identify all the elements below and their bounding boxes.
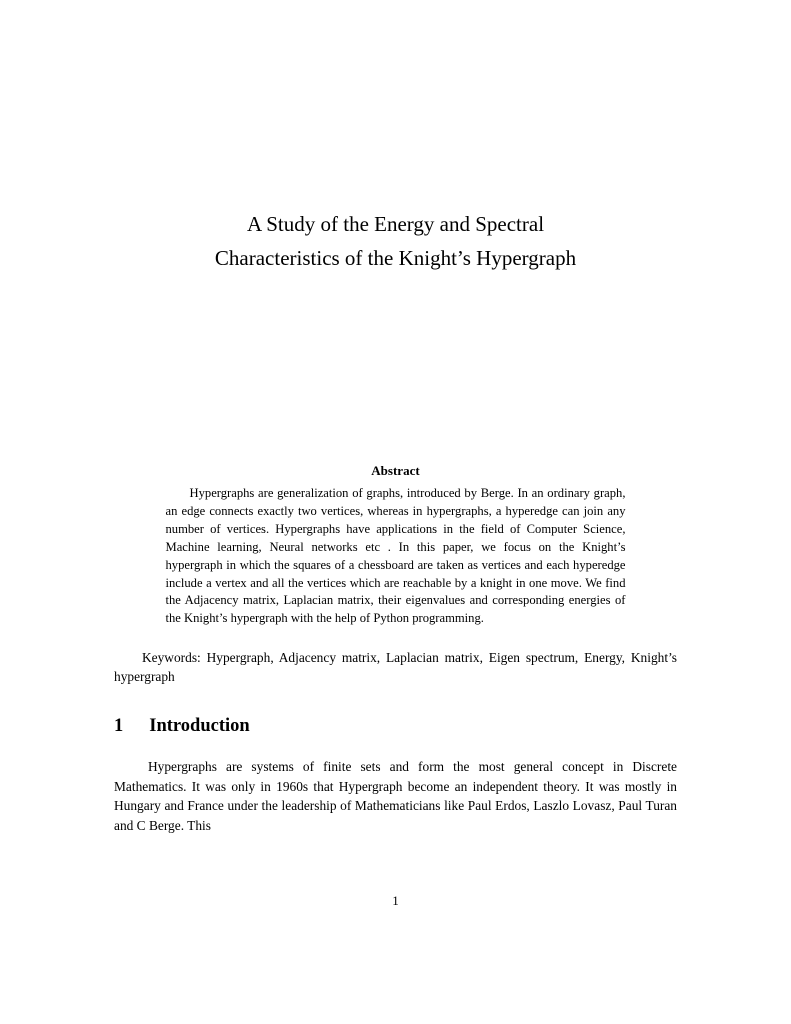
introduction-paragraph: Hypergraphs are systems of finite sets and form the most general concept in Discrete Mathematics. It was only in 1960s that Hypergraph become an independent theory. It was mostly in Hungary and France under the leadership of Mathematicians like Paul Erdos, Laszlo Lovasz, Paul Turan and C Berge. This	[114, 759, 677, 833]
section-number: 1	[114, 716, 124, 737]
section-heading-introduction	[114, 716, 677, 737]
abstract-heading: Abstract	[371, 463, 420, 479]
paper-title-line1: A Study of the Energy and Spectral	[246, 212, 545, 236]
paper-title	[114, 208, 677, 275]
keywords-line: Keywords: Hypergraph, Adjacency matrix, Laplacian matrix, Eigen spectrum, Energy, Knight’s hypergraph	[114, 650, 677, 685]
paper-title-line2: Characteristics of the Knight’s Hypergraph	[214, 245, 577, 270]
section-title: Introduction	[149, 716, 250, 737]
page-number: 1	[392, 893, 399, 908]
page-content	[114, 0, 677, 835]
abstract-text: Hypergraphs are generalization of graphs, introduced by Berge. In an ordinary graph, an edge connects exactly two vertices, whereas in hypergraphs, a hyperedge can join any number of vertices. Hypergraphs have applications in the field of Computer Science, Machine learning, Neural networks etc . In this paper, we focus on the Knight’s hypergraph in which the squares of a chessboard are taken as vertices and each hyperedge include a vertex and all the vertices which are reachable by a knight in one move. We find the Adjacency matrix, Laplacian matrix, their eigenvalues and corresponding energies of the Knight’s hypergraph with the help of Python programming.	[165, 486, 626, 626]
